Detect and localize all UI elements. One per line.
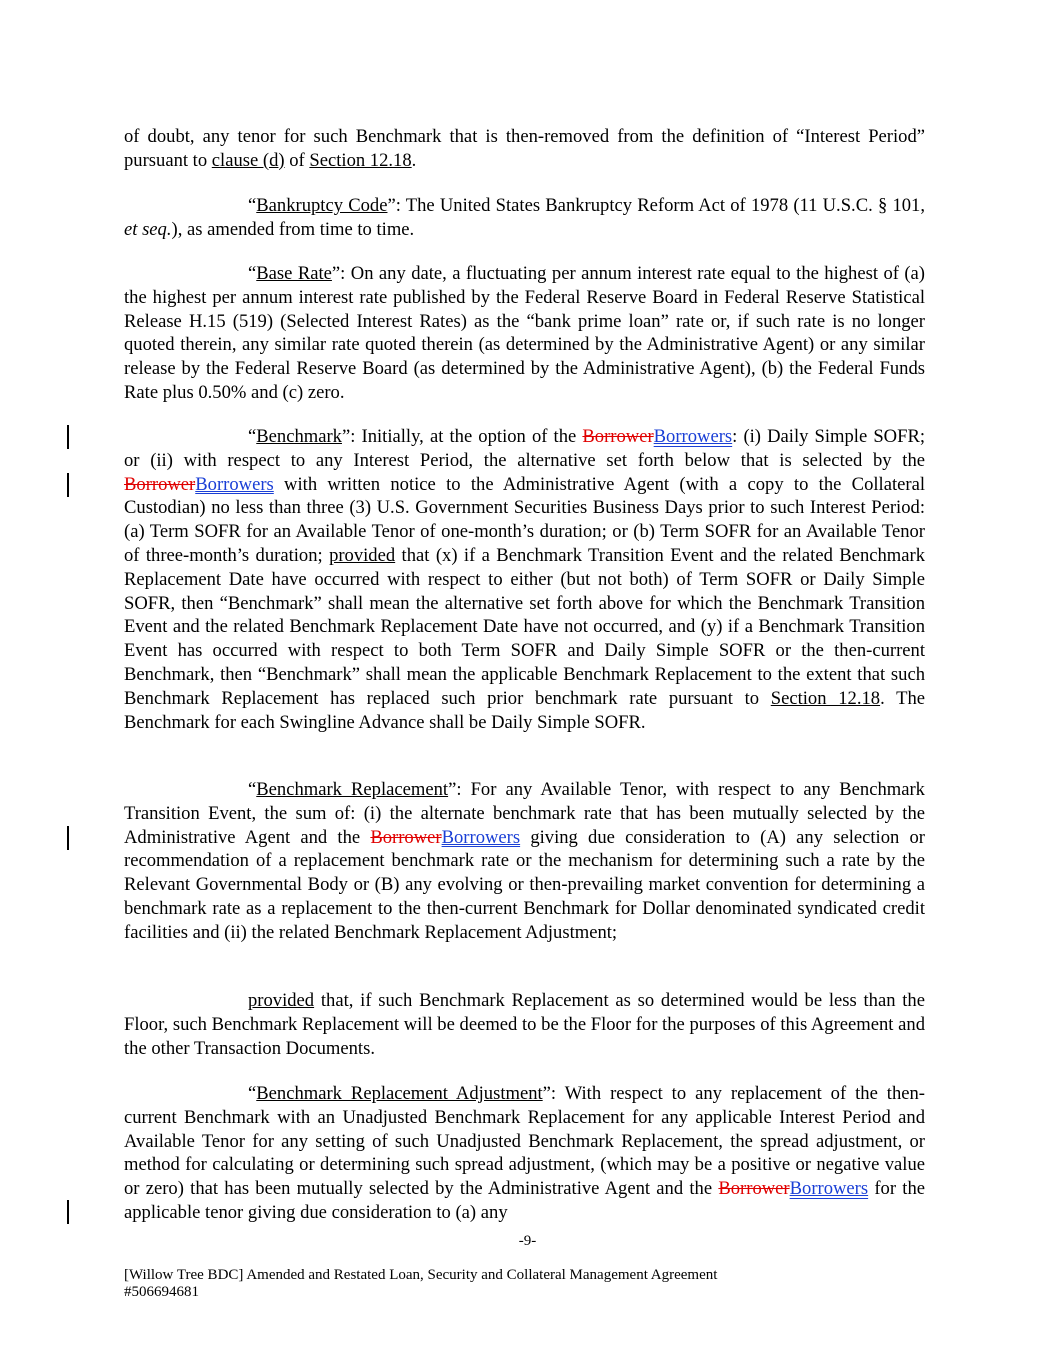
inserted-text: Borrowers xyxy=(195,473,274,495)
proviso-paragraph: provided that, if such Benchmark Replacement as so determined would be less than the Floor, such Benchmark Replacement will be deemed to be the Floor for the purposes of this Agreement and the other Transaction Documents. xyxy=(124,990,925,1059)
section-reference: Section 12.18 xyxy=(309,149,412,171)
defined-term: Benchmark Replacement xyxy=(256,779,449,800)
deleted-text: Borrower xyxy=(370,826,442,848)
definition-bankruptcy-code: “Bankruptcy Code”: The United States Bankruptcy Reform Act of 1978 (11 U.S.C. § 101, et seq.), as amended from time to time. xyxy=(124,195,925,240)
change-bar xyxy=(67,826,69,850)
clause-reference: clause (d) xyxy=(211,149,285,171)
provided-term: provided xyxy=(329,544,396,566)
deleted-text: Borrower xyxy=(718,1178,790,1200)
section-reference: Section 12.18 xyxy=(770,687,881,709)
change-bar xyxy=(67,425,69,449)
inserted-text: Borrowers xyxy=(653,426,733,447)
change-bar xyxy=(67,473,69,497)
change-bar xyxy=(67,1200,69,1224)
definition-benchmark-replacement: “Benchmark Replacement”: For any Available Tenor, with respect to any Benchmark Transition Event, the sum of: (i) the alternate benchmark rate that has been mutually selected by the Administrative Agent and the BorrowerBorrowers giving due consideration to (A) any selection or recommendation of a replacement benchmark rate or the mechanism for determining such a rate by the Relevant Governmental Body or (B) any evolving or then-prevailing market convention for determining a benchmark rate as a replacement to the then-current Benchmark for Dollar denominated syndicated credit facilities and (ii) the related Benchmark Replacement Adjustment; xyxy=(124,779,925,943)
defined-term: Benchmark Replacement Adjustment xyxy=(256,1083,543,1104)
deleted-text: Borrower xyxy=(582,426,654,447)
definition-benchmark-replacement-adjustment: “Benchmark Replacement Adjustment”: With respect to any replacement of the then-current Benchmark with an Unadjusted Benchmark Replacement for any applicable Interest Period and Available Tenor for any setting of such Unadjusted Benchmark Replacement, the spread adjustment, or method for calculating or determining such spread adjustment, (which may be a positive or negative value or zero) that has been mutually selected by the Administrative Agent and the BorrowerBorrowers for the applicable tenor giving due consideration to (a) any xyxy=(124,1083,926,1223)
definition-benchmark: “Benchmark”: Initially, at the option of the BorrowerBorrowers: (i) Daily Simple SOFR; or (ii) with respect to any Interest Period, the alternative set forth below that is selected by the BorrowerBorrowers with written notice to the Administrative Agent (with a copy to the Collateral Custodian) no less than three (3) U.S. Government Securities Business Days prior to such Interest Period: (a) Term SOFR for an Available Tenor of one-month’s duration; or (b) Term SOFR for an Available Tenor of three-month’s duration; provided that (x) if a Benchmark Transition Event and the related Benchmark Replacement Date have occurred with respect to either (but not both) of Term SOFR or Daily Simple SOFR, then “Benchmark” shall mean the alternative set forth above for which the Benchmark Transition Event and the related Benchmark Replacement Date have not occurred, and (y) if a Benchmark Transition Event has occurred with respect to both Term SOFR and Daily Simple SOFR or the then-current Benchmark, then “Benchmark” shall mean the applicable Benchmark Replacement to the extent that such Benchmark Replacement has replaced such prior benchmark rate pursuant to Section 12.18. The Benchmark for each Swingline Advance shall be Daily Simple SOFR. xyxy=(124,426,926,733)
footer-title: [Willow Tree BDC] Amended and Restated Loan, Security and Collateral Management Agreement xyxy=(124,1267,718,1283)
page-number: -9- xyxy=(518,1233,537,1249)
defined-term: Bankruptcy Code xyxy=(256,195,388,216)
document-footer xyxy=(124,1267,717,1301)
inserted-text: Borrowers xyxy=(441,826,521,848)
footer-doc-id: #506694681 xyxy=(124,1284,199,1300)
inserted-text: Borrowers xyxy=(789,1178,869,1200)
provided-term: provided xyxy=(248,990,315,1011)
paragraph-continuation: of doubt, any tenor for such Benchmark that is then-removed from the definition of “Interest Period” pursuant to clause (d) of Section 12.18. xyxy=(124,126,925,171)
definition-base-rate: “Base Rate”: On any date, a fluctuating per annum interest rate equal to the highest of (a) the highest per annum interest rate published by the Federal Reserve Board in Federal Reserve Statistical Release H.15 (519) (Selected Interest Rates) as the “bank prime loan” rate or, if such rate is no longer quoted therein, any similar rate quoted therein (as determined by the Administrative Agent) or any similar release by the Federal Reserve Board (as determined by the Administrative Agent), (b) the Federal Funds Rate plus 0.50% and (c) zero. xyxy=(124,263,925,403)
defined-term: Base Rate xyxy=(256,263,332,284)
defined-term: Benchmark xyxy=(256,426,342,447)
deleted-text: Borrower xyxy=(124,473,196,495)
